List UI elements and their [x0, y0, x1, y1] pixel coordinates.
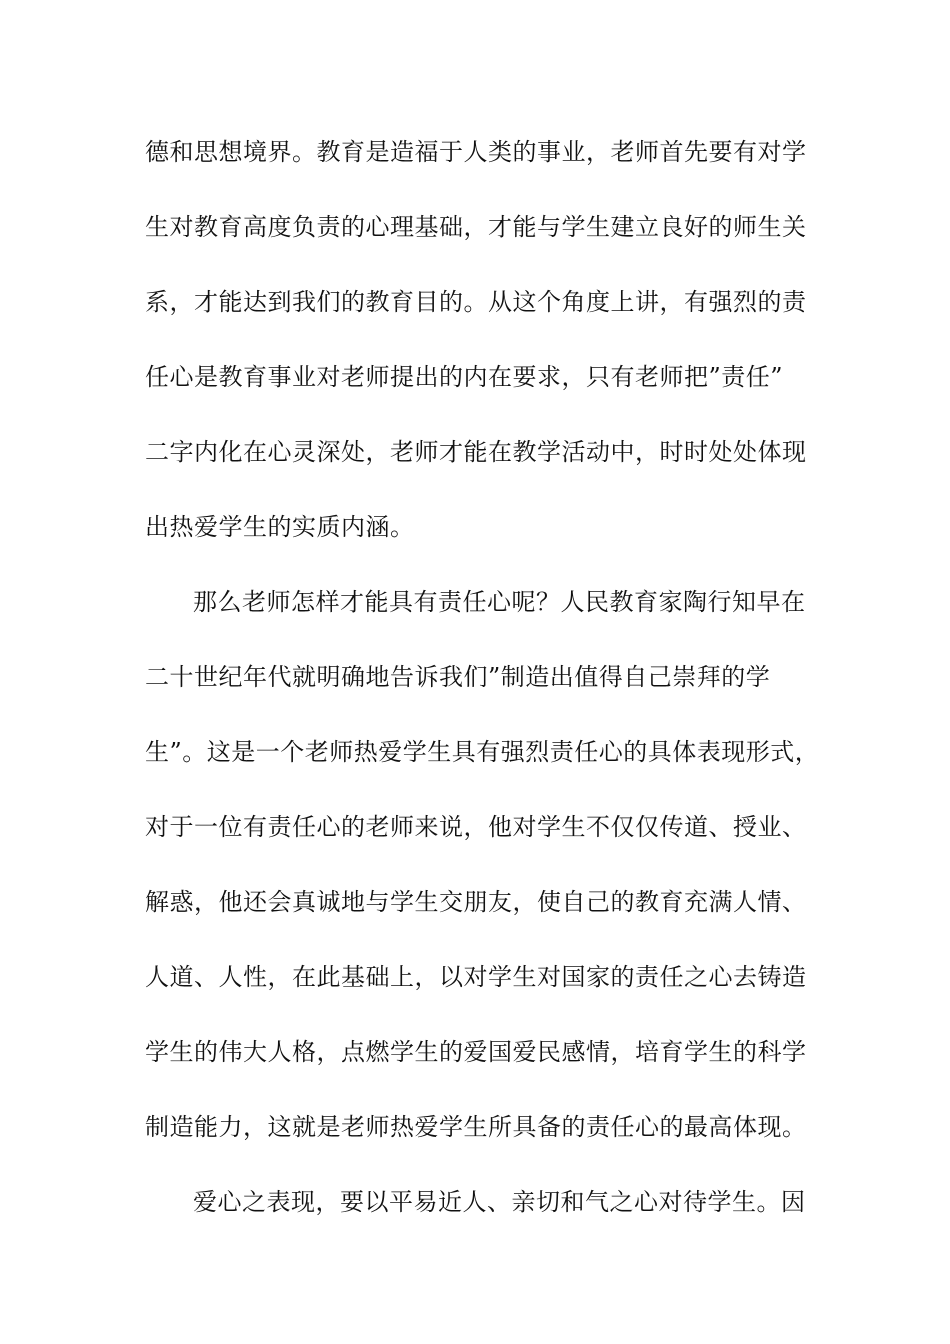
text-line: 学生的伟大人格，点燃学生的爱国爱民感情，培育学生的科学 [145, 1038, 807, 1066]
text-line: 解惑，他还会真诚地与学生交朋友，使自己的教育充满人情、 [145, 888, 807, 916]
text-line: 制造能力，这就是老师热爱学生所具备的责任心的最高体现。 [145, 1113, 807, 1141]
text-line: 对于一位有责任心的老师来说，他对学生不仅仅传道、授业、 [145, 813, 807, 841]
paragraph-start-line: 爱心之表现，要以平易近人、亲切和气之心对待学生。因 [193, 1188, 806, 1216]
text-line: 二字内化在心灵深处，老师才能在教学活动中，时时处处体现 [145, 438, 807, 466]
text-line: 出热爱学生的实质内涵。 [145, 513, 415, 541]
text-line: 生对教育高度负责的心理基础，才能与学生建立良好的师生关 [145, 213, 807, 241]
text-line: 生”。这是一个老师热爱学生具有强烈责任心的具体表现形式， [145, 738, 820, 766]
text-line: 系，才能达到我们的教育目的。从这个角度上讲，有强烈的责 [145, 288, 807, 316]
text-line: 二十世纪年代就明确地告诉我们”制造出值得自己崇拜的学 [145, 663, 771, 691]
text-line: 任心是教育事业对老师提出的内在要求，只有老师把”责任” [145, 363, 784, 391]
paragraph-start-line: 那么老师怎样才能具有责任心呢？人民教育家陶行知早在 [193, 588, 806, 616]
text-line: 德和思想境界。教育是造福于人类的事业，老师首先要有对学 [145, 138, 807, 166]
text-line: 人道、人性，在此基础上，以对学生对国家的责任之心去铸造 [145, 963, 807, 991]
